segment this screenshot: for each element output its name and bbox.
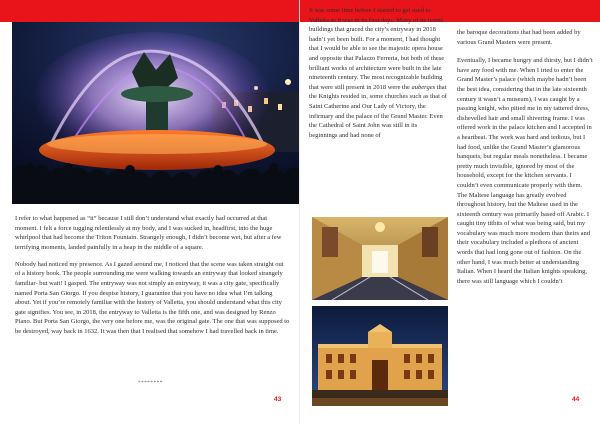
left-paragraph-1: I refer to what happened as “it” because I still don’t understand what exactly had occurred at that moment. I felt a force tugging relentlessly at my body, and I was sucked in, headfirst, into the huge whirlpool that had become the Triton Fountain. Strangely enough, I didn’t become wet, but after a few terrifying moments, landed painfully in a heap in the middle of a square. (15, 215, 282, 251)
red-header-band (0, 0, 300, 22)
section-separator: ******** (138, 381, 163, 386)
auberges-italic: auberges (411, 83, 437, 91)
page-number-right: 44 (572, 396, 580, 403)
auberge-night-photo (312, 306, 448, 406)
right-column-text (457, 28, 593, 295)
right-paragraph-2: Eventually, I became hungry and thirsty, but I didn’t have any food with me. When I tried to enter the Grand Master’s palace (which maybe hadn’t been the best idea, considering that in the late sixteenth century it wasn’t a museum), I was caught by a passing knight, who pitied me in my tattered dress, dishevelled hair and small shivering frame. I was offered work in the palace kitchen and I accepted in a heartbeat. The work was hard and tedious, but I had food, unlike the Grand Master’s glamorous banquets, but regular meals nonetheless. I became pretty much invisible, ignored by most of the household, except for the kitchen servants. I couldn’t even communicate properly with them. The Maltese language has greatly evolved throughout history, but the Maltese used in the sixteenth century was primarily based off Arabic. I caught tiny titbits of what was being said, but my vocabulary was much more modern than theirs and their vocabulary included a plethora of ancient words that had long gone out of fashion. On the other hand, I was much better at understanding Italian. When I heard the Italian knights speaking, there was still language which I couldn’t (457, 57, 593, 285)
middle-column-text (309, 6, 447, 140)
left-body-text (15, 214, 290, 344)
triton-fountain-photo (12, 22, 300, 204)
left-paragraph-2: Nobody had noticed my presence. As I gazed around me, I noticed that the scene was taken straight out of a history book. The people surrounding me were walking towards an entryway that looked strangely familiar- but wait! I gasped. The entryway was not simply an entryway, it was a city gate, specifically named Porta San Giorgo. If you despise history, I guarantee that you have no idea what I’m talking about. Yet if you’re remotely familiar with the history of Valletta, you should understand what this city gate signifies. You see, in 2018, the entryway to Valletta is the fifth one, and was designed by Renzo Piano. But Porta San Giorgo, the very one before me, was the original gate. The one that was supposed to be destroyed, way back in 1632. It was then that I realised that somehow I had travelled back in time. (15, 260, 290, 336)
page-number-left: 43 (274, 396, 282, 403)
right-page (300, 0, 600, 424)
palace-corridor-photo (312, 217, 448, 300)
right-paragraph-1: the baroque decorations that had been added by various Grand Masters were present. (457, 29, 581, 46)
middle-paragraph (309, 6, 447, 140)
middle-text-part-2: that the Knights resided in, some churches such as that of Saint Catherine and Our Lady of Victory, the infirmary and the palace of the Grand Master. Even the Cathedral of Saint John was still in its beginnings and had none of (309, 83, 447, 139)
middle-text-part-1: It was some time before I started to get used to Valletta as it was in its first days. Many of its iconic buildings that graced the city’s entryway in 2018 hadn’t yet been built. For a moment, I had thought that I would be able to see the majestic opera house and opposite that Palazzo Ferreria, but both of these brilliant works of architecture were built in the late nineteenth century. The most recognizable building that were still present in 2018 were the (309, 7, 445, 91)
